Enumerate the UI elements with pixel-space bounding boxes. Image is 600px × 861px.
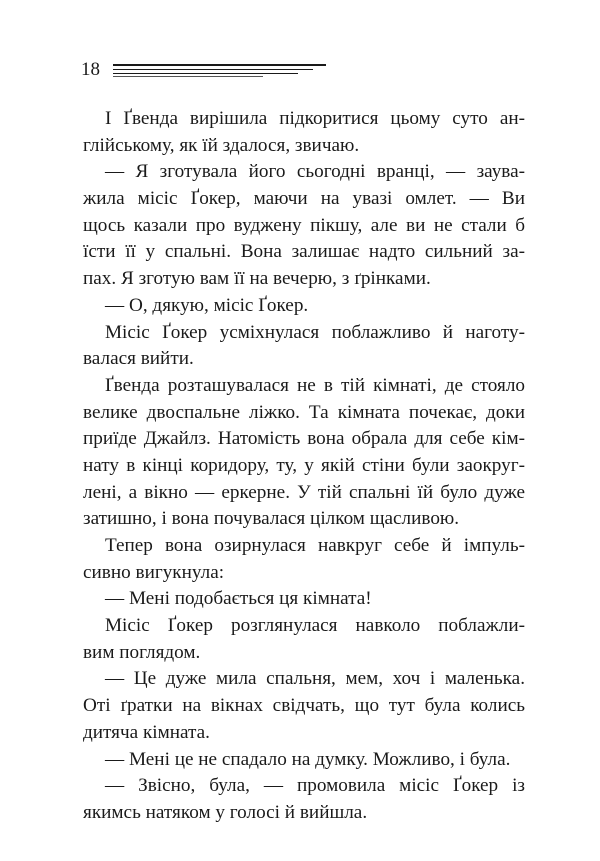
text-line: щось казали про вуджену пікшу, але ви не стали б [83, 214, 525, 236]
text-line: Місіс Ґокер розглянулася навколо поблажли- [105, 615, 525, 637]
text-line: жила місіс Ґокер, маючи на увазі омлет. — Ви [83, 188, 525, 210]
text-line: — Я зготувала його сьогодні вранці, — заува- [105, 161, 525, 183]
text-line: сивно вигукнула: [83, 561, 225, 583]
header-rule [113, 76, 263, 77]
text-line: дитяча кімната. [83, 721, 210, 743]
text-line: Оті ґратки на вікнах свідчать, що тут була колись [83, 695, 525, 717]
text-line: — О, дякую, місіс Ґокер. [105, 294, 309, 316]
text-line: пах. Я зготую вам її на вечерю, з ґрінками. [83, 268, 431, 290]
text-line: лені, а вікно — еркерне. У тій спальні їй було дуже [83, 481, 525, 503]
text-line: Тепер вона озирнулася навкруг себе й імпуль- [105, 535, 525, 556]
body-text [83, 106, 525, 827]
header-decorative-rules [113, 64, 326, 80]
text-line: нату в кінці коридору, ту, у якій стіни були заокруг- [83, 454, 525, 476]
text-line: Ґвенда розташувалася не в тій кімнаті, де стояло [105, 374, 525, 396]
text-line: І Ґвенда вирішила підкоритися цьому суто ан- [105, 108, 525, 129]
text-line: — Це дуже мила спальня, мем, хоч і маленька. [105, 668, 525, 690]
text-line: — Звісно, була, — промовила місіс Ґокер із [105, 775, 525, 797]
text-line: Місіс Ґокер усміхнулася поблажливо й наготу- [105, 321, 525, 343]
page-number: 18 [81, 59, 100, 80]
header-rule [113, 73, 298, 74]
text-line: — Мені це не спадало на думку. Можливо, і була. [105, 748, 511, 770]
text-line: — Мені подобається ця кімната! [105, 588, 372, 610]
header-rule [113, 64, 326, 66]
text-line: велике двоспальне ліжко. Та кімната почекає, доки [83, 401, 525, 423]
page-header [81, 58, 326, 82]
text-line: вим поглядом. [83, 641, 201, 663]
text-line: їсти її у спальні. Вона залишає надто сильний за- [83, 241, 525, 263]
text-line: затишно, і вона почувалася цілком щасливою. [83, 508, 460, 530]
text-line: глійському, як їй здалося, звичаю. [83, 134, 360, 156]
header-rule [113, 69, 313, 70]
text-line: приїде Джайлз. Натомість вона обрала для себе кім- [83, 428, 525, 450]
text-line: валася вийти. [83, 348, 194, 370]
text-line: якимсь натяком у голосі й вийшла. [83, 801, 368, 823]
